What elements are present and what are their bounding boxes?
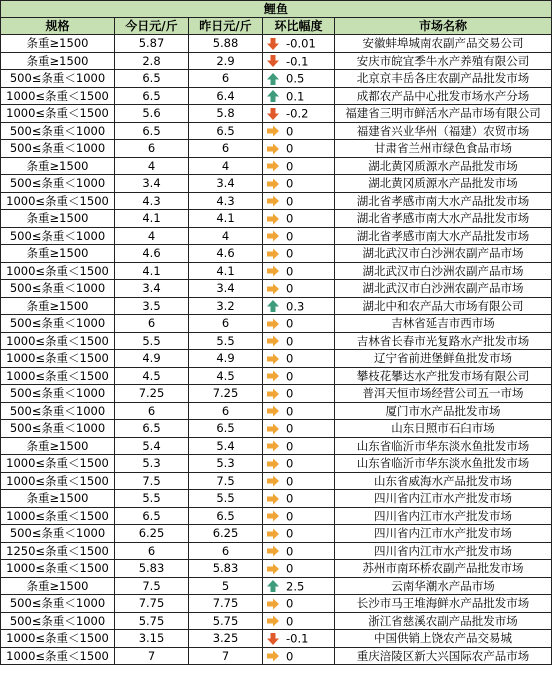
today-price-cell: 3.5 <box>115 297 189 315</box>
change-value: 0 <box>286 124 294 138</box>
table-row <box>1 157 552 175</box>
change-value: 0 <box>286 474 294 488</box>
market-name-cell: 湖北省孝感市南大水产品批发市场 <box>335 192 552 210</box>
arrow-right-icon <box>266 474 280 488</box>
change-cell <box>263 612 335 630</box>
arrow-right-icon <box>266 229 280 243</box>
today-price-cell: 6 <box>115 315 189 333</box>
yesterday-price-cell: 4.9 <box>189 350 263 368</box>
yesterday-price-cell: 6 <box>189 315 263 333</box>
spec-cell: 条重≥1500 <box>1 157 115 175</box>
arrow-right-icon <box>266 264 280 278</box>
change-value: 0 <box>286 421 294 436</box>
spec-cell: 500≤条重＜1000 <box>1 420 115 438</box>
change-cell <box>263 577 335 595</box>
table-row <box>1 437 552 455</box>
today-price-cell: 6.5 <box>115 70 189 88</box>
table-row <box>1 122 552 140</box>
table-row <box>1 35 552 53</box>
today-price-cell: 3.4 <box>115 175 189 193</box>
arrow-right-icon <box>266 387 280 401</box>
yesterday-price-cell: 6.5 <box>189 122 263 140</box>
market-name-cell: 湖北黄冈质源水产品批发市场 <box>335 157 552 175</box>
market-name-cell: 吉林省延吉市西市场 <box>335 315 552 333</box>
change-cell <box>263 280 335 298</box>
today-price-cell: 4.6 <box>115 245 189 263</box>
spec-cell: 1250≤条重＜1500 <box>1 542 115 560</box>
market-name-cell: 浙江省慈溪农副产品批发市场 <box>335 612 552 630</box>
change-value: 0 <box>286 281 294 296</box>
today-price-cell: 6 <box>115 140 189 158</box>
change-value: 0 <box>286 649 294 663</box>
yesterday-price-cell: 4.3 <box>189 192 263 210</box>
spec-cell: 1000≤条重＜1500 <box>1 507 115 525</box>
change-value: 0 <box>286 246 294 261</box>
today-price-cell: 3.4 <box>115 280 189 298</box>
change-cell <box>263 402 335 420</box>
market-name-cell: 福建省兴业华州（福建）农贸市场 <box>335 122 552 140</box>
market-name-cell: 四川省内江市水产批发市场 <box>335 525 552 543</box>
spec-cell: 500≤条重＜1000 <box>1 525 115 543</box>
today-price-cell: 7.75 <box>115 595 189 613</box>
market-name-cell: 北京京丰岳各庄农副产品批发市场 <box>335 70 552 88</box>
arrow-right-icon <box>266 317 280 331</box>
today-price-cell: 4.9 <box>115 350 189 368</box>
spec-cell: 条重≥1500 <box>1 245 115 263</box>
change-value: 0 <box>286 561 294 576</box>
arrow-right-icon <box>266 352 280 366</box>
yesterday-price-cell: 3.4 <box>189 280 263 298</box>
market-name-cell: 中国供销上饶农产品交易城 <box>335 630 552 648</box>
yesterday-price-cell: 5.8 <box>189 105 263 123</box>
change-cell <box>263 140 335 158</box>
header-today-price: 今日元/斤 <box>115 18 189 35</box>
market-name-cell: 成都农产品中心批发市场水产分场 <box>335 87 552 105</box>
market-name-cell: 安徽蚌埠城南农副产品交易公司 <box>335 35 552 53</box>
header-row <box>1 18 552 35</box>
yesterday-price-cell: 5.5 <box>189 332 263 350</box>
spec-cell: 1000≤条重＜1500 <box>1 350 115 368</box>
spec-cell: 500≤条重＜1000 <box>1 122 115 140</box>
arrow-down-icon <box>266 37 280 51</box>
yesterday-price-cell: 7.25 <box>189 385 263 403</box>
today-price-cell: 3.15 <box>115 630 189 648</box>
spec-cell: 1000≤条重＜1500 <box>1 630 115 648</box>
market-name-cell: 湖北中和农产品大市场有限公司 <box>335 297 552 315</box>
spec-cell: 500≤条重＜1000 <box>1 227 115 245</box>
arrow-right-icon <box>266 369 280 383</box>
change-value: 0 <box>286 614 294 628</box>
yesterday-price-cell: 3.25 <box>189 630 263 648</box>
today-price-cell: 4.5 <box>115 367 189 385</box>
today-price-cell: 6 <box>115 542 189 560</box>
spec-cell: 500≤条重＜1000 <box>1 70 115 88</box>
today-price-cell: 4 <box>115 157 189 175</box>
table-row <box>1 332 552 350</box>
change-cell <box>263 420 335 438</box>
today-price-cell: 6.5 <box>115 420 189 438</box>
spec-cell: 条重≥1500 <box>1 35 115 53</box>
spec-cell: 1000≤条重＜1500 <box>1 105 115 123</box>
spec-cell: 1000≤条重＜1500 <box>1 192 115 210</box>
change-value: 0 <box>286 456 294 471</box>
spec-cell: 1000≤条重＜1500 <box>1 472 115 490</box>
spec-cell: 1000≤条重＜1500 <box>1 332 115 350</box>
market-name-cell: 苏州市南环桥农副产品批发市场 <box>335 560 552 578</box>
table-row <box>1 367 552 385</box>
table-row <box>1 140 552 158</box>
arrow-right-icon <box>266 562 280 576</box>
today-price-cell: 7.5 <box>115 472 189 490</box>
market-name-cell: 山东省临沂市华东淡水鱼批发市场 <box>335 455 552 473</box>
change-value: 0.5 <box>286 71 305 86</box>
arrow-right-icon <box>266 194 280 208</box>
arrow-right-icon <box>266 404 280 418</box>
yesterday-price-cell: 6 <box>189 70 263 88</box>
change-cell <box>263 542 335 560</box>
market-name-cell: 湖北武汉市白沙洲农副产品市场 <box>335 245 552 263</box>
market-name-cell: 湖北黄冈质源水产品批发市场 <box>335 175 552 193</box>
change-value: 0 <box>286 176 294 191</box>
arrow-right-icon <box>266 247 280 261</box>
spec-cell: 500≤条重＜1000 <box>1 315 115 333</box>
yesterday-price-cell: 4 <box>189 227 263 245</box>
table-row <box>1 542 552 560</box>
change-value: -0.2 <box>286 106 309 121</box>
yesterday-price-cell: 4 <box>189 157 263 175</box>
table-row <box>1 280 552 298</box>
yesterday-price-cell: 5.5 <box>189 490 263 508</box>
spec-cell: 500≤条重＜1000 <box>1 402 115 420</box>
header-change: 环比幅度 <box>263 18 335 35</box>
arrow-right-icon <box>266 457 280 471</box>
table-title: 鲤鱼 <box>1 1 552 18</box>
yesterday-price-cell: 2.9 <box>189 52 263 70</box>
spec-cell: 1000≤条重＜1500 <box>1 455 115 473</box>
table-row <box>1 175 552 193</box>
table-row <box>1 52 552 70</box>
today-price-cell: 6.5 <box>115 87 189 105</box>
change-cell <box>263 472 335 490</box>
market-name-cell: 四川省内江市水产批发市场 <box>335 490 552 508</box>
today-price-cell: 6.25 <box>115 525 189 543</box>
market-name-cell: 厦门市水产品批发市场 <box>335 402 552 420</box>
today-price-cell: 6 <box>115 402 189 420</box>
arrow-right-icon <box>266 492 280 506</box>
arrow-right-icon <box>266 334 280 348</box>
table-row <box>1 560 552 578</box>
change-value: 0 <box>286 194 294 208</box>
arrow-right-icon <box>266 177 280 191</box>
yesterday-price-cell: 6 <box>189 542 263 560</box>
arrow-down-icon <box>266 54 280 68</box>
table-row <box>1 385 552 403</box>
spec-cell: 1000≤条重＜1500 <box>1 87 115 105</box>
arrow-right-icon <box>266 159 280 173</box>
table-row <box>1 420 552 438</box>
change-cell <box>263 367 335 385</box>
arrow-down-icon <box>266 107 280 121</box>
change-value: 0 <box>286 509 294 523</box>
arrow-right-icon <box>266 422 280 436</box>
yesterday-price-cell: 3.2 <box>189 297 263 315</box>
spec-cell: 1000≤条重＜1500 <box>1 262 115 280</box>
change-value: 0 <box>286 596 294 611</box>
yesterday-price-cell: 6.25 <box>189 525 263 543</box>
change-cell <box>263 507 335 525</box>
change-cell <box>263 227 335 245</box>
spec-cell: 500≤条重＜1000 <box>1 595 115 613</box>
today-price-cell: 7 <box>115 647 189 665</box>
yesterday-price-cell: 5.4 <box>189 437 263 455</box>
change-value: 0 <box>286 351 294 366</box>
table-row <box>1 70 552 88</box>
change-cell <box>263 332 335 350</box>
yesterday-price-cell: 5.3 <box>189 455 263 473</box>
table-row <box>1 210 552 228</box>
spec-cell: 条重≥1500 <box>1 297 115 315</box>
change-value: 0 <box>286 334 294 348</box>
table-row <box>1 647 552 665</box>
change-cell <box>263 595 335 613</box>
table-row <box>1 402 552 420</box>
header-yesterday-price: 昨日元/斤 <box>189 18 263 35</box>
market-name-cell: 山东日照市石臼市场 <box>335 420 552 438</box>
market-name-cell: 安庆市皖宜季牛水产养殖有限公司 <box>335 52 552 70</box>
yesterday-price-cell: 4.5 <box>189 367 263 385</box>
change-cell <box>263 105 335 123</box>
market-name-cell: 辽宁省前进堡鲜鱼批发市场 <box>335 350 552 368</box>
spec-cell: 条重≥1500 <box>1 52 115 70</box>
today-price-cell: 5.5 <box>115 332 189 350</box>
change-value: 0 <box>286 491 294 506</box>
yesterday-price-cell: 7.75 <box>189 595 263 613</box>
arrow-right-icon <box>266 124 280 138</box>
yesterday-price-cell: 7.5 <box>189 472 263 490</box>
market-name-cell: 重庆涪陵区新大兴国际农产品市场 <box>335 647 552 665</box>
spec-cell: 500≤条重＜1000 <box>1 280 115 298</box>
market-name-cell: 山东省威海水产品批发市场 <box>335 472 552 490</box>
change-value: 0 <box>286 369 294 383</box>
today-price-cell: 5.75 <box>115 612 189 630</box>
spec-cell: 条重≥1500 <box>1 210 115 228</box>
market-name-cell: 福建省三明市鲜活水产品市场有限公司 <box>335 105 552 123</box>
change-cell <box>263 560 335 578</box>
change-cell <box>263 175 335 193</box>
market-name-cell: 湖北省孝感市南大水产品批发市场 <box>335 210 552 228</box>
change-cell <box>263 437 335 455</box>
change-cell <box>263 87 335 105</box>
table-row <box>1 577 552 595</box>
market-name-cell: 攀枝花攀达水产批发市场有限公司 <box>335 367 552 385</box>
yesterday-price-cell: 6.4 <box>189 87 263 105</box>
table-row <box>1 350 552 368</box>
spec-cell: 500≤条重＜1000 <box>1 175 115 193</box>
arrow-up-icon <box>266 299 280 313</box>
arrow-right-icon <box>266 649 280 663</box>
header-market: 市场名称 <box>335 18 552 35</box>
today-price-cell: 4.3 <box>115 192 189 210</box>
change-value: -0.01 <box>286 36 316 51</box>
yesterday-price-cell: 7 <box>189 647 263 665</box>
change-cell <box>263 350 335 368</box>
yesterday-price-cell: 6 <box>189 140 263 158</box>
market-name-cell: 湖北省孝感市南大水产品批发市场 <box>335 227 552 245</box>
table-row <box>1 595 552 613</box>
spec-cell: 1000≤条重＜1500 <box>1 367 115 385</box>
arrow-right-icon <box>266 544 280 558</box>
table-row <box>1 630 552 648</box>
spec-cell: 条重≥1500 <box>1 577 115 595</box>
yesterday-price-cell: 6.5 <box>189 420 263 438</box>
spec-cell: 1000≤条重＜1500 <box>1 647 115 665</box>
arrow-right-icon <box>266 614 280 628</box>
change-value: 0 <box>286 159 294 173</box>
spec-cell: 500≤条重＜1000 <box>1 140 115 158</box>
table-row <box>1 455 552 473</box>
today-price-cell: 5.4 <box>115 437 189 455</box>
arrow-right-icon <box>266 142 280 156</box>
change-value: 0 <box>286 544 294 558</box>
table-row <box>1 297 552 315</box>
arrow-right-icon <box>266 282 280 296</box>
change-value: 0.3 <box>286 299 305 313</box>
today-price-cell: 5.87 <box>115 35 189 53</box>
yesterday-price-cell: 5.88 <box>189 35 263 53</box>
arrow-right-icon <box>266 212 280 226</box>
yesterday-price-cell: 4.1 <box>189 210 263 228</box>
table-row <box>1 105 552 123</box>
market-name-cell: 四川省内江市水产批发市场 <box>335 542 552 560</box>
change-value: 0 <box>286 264 294 278</box>
market-name-cell: 湖北武汉市白沙洲农副产品市场 <box>335 280 552 298</box>
today-price-cell: 7.5 <box>115 577 189 595</box>
market-name-cell: 山东省临沂市华东淡水鱼批发市场 <box>335 437 552 455</box>
table-row <box>1 507 552 525</box>
yesterday-price-cell: 6.5 <box>189 507 263 525</box>
table-row <box>1 612 552 630</box>
today-price-cell: 5.5 <box>115 490 189 508</box>
arrow-right-icon <box>266 597 280 611</box>
spec-cell: 500≤条重＜1000 <box>1 612 115 630</box>
table-row <box>1 192 552 210</box>
change-value: -0.1 <box>286 631 309 646</box>
market-name-cell: 甘肃省兰州市绿色食品市场 <box>335 140 552 158</box>
change-value: 0.1 <box>286 89 305 103</box>
arrow-right-icon <box>266 509 280 523</box>
today-price-cell: 6.5 <box>115 122 189 140</box>
table-row <box>1 525 552 543</box>
yesterday-price-cell: 4.6 <box>189 245 263 263</box>
today-price-cell: 4.1 <box>115 210 189 228</box>
change-cell <box>263 210 335 228</box>
spec-cell: 1000≤条重＜1500 <box>1 560 115 578</box>
change-cell <box>263 192 335 210</box>
market-name-cell: 吉林省长春市光复路水产批发市场 <box>335 332 552 350</box>
change-cell <box>263 385 335 403</box>
yesterday-price-cell: 3.4 <box>189 175 263 193</box>
arrow-right-icon <box>266 439 280 453</box>
change-cell <box>263 157 335 175</box>
spec-cell: 条重≥1500 <box>1 490 115 508</box>
market-name-cell: 长沙市马王堆海鲜水产品批发市场 <box>335 595 552 613</box>
today-price-cell: 5.3 <box>115 455 189 473</box>
change-cell <box>263 52 335 70</box>
change-cell <box>263 35 335 53</box>
change-value: 0 <box>286 211 294 226</box>
change-cell <box>263 490 335 508</box>
table-row <box>1 262 552 280</box>
arrow-up-icon <box>266 579 280 593</box>
header-spec: 规格 <box>1 18 115 35</box>
table-row <box>1 472 552 490</box>
market-name-cell: 云南华潮水产品市场 <box>335 577 552 595</box>
table-row <box>1 245 552 263</box>
yesterday-price-cell: 4.1 <box>189 262 263 280</box>
change-cell <box>263 262 335 280</box>
arrow-up-icon <box>266 72 280 86</box>
table-row <box>1 315 552 333</box>
change-cell <box>263 455 335 473</box>
today-price-cell: 5.83 <box>115 560 189 578</box>
change-cell <box>263 630 335 648</box>
table-row <box>1 490 552 508</box>
table-row <box>1 87 552 105</box>
spec-cell: 500≤条重＜1000 <box>1 385 115 403</box>
today-price-cell: 4.1 <box>115 262 189 280</box>
change-cell <box>263 245 335 263</box>
yesterday-price-cell: 5.83 <box>189 560 263 578</box>
market-name-cell: 四川省内江市水产批发市场 <box>335 507 552 525</box>
change-value: 0 <box>286 526 294 541</box>
change-value: 0 <box>286 404 294 418</box>
change-value: 0 <box>286 386 294 401</box>
today-price-cell: 2.8 <box>115 52 189 70</box>
change-cell <box>263 122 335 140</box>
today-price-cell: 7.25 <box>115 385 189 403</box>
arrow-up-icon <box>266 89 280 103</box>
change-cell <box>263 647 335 665</box>
table-title-row <box>1 1 552 18</box>
today-price-cell: 5.6 <box>115 105 189 123</box>
yesterday-price-cell: 5 <box>189 577 263 595</box>
market-name-cell: 湖北武汉市白沙洲农副产品市场 <box>335 262 552 280</box>
table-row <box>1 227 552 245</box>
change-value: 0 <box>286 439 294 453</box>
change-value: 2.5 <box>286 579 305 593</box>
change-value: 0 <box>286 141 294 156</box>
today-price-cell: 4 <box>115 227 189 245</box>
arrow-right-icon <box>266 527 280 541</box>
change-value: 0 <box>286 229 294 243</box>
change-cell <box>263 70 335 88</box>
change-cell <box>263 297 335 315</box>
market-name-cell: 普洱天恒市场经营公司五一市场 <box>335 385 552 403</box>
change-cell <box>263 315 335 333</box>
today-price-cell: 6.5 <box>115 507 189 525</box>
change-value: -0.1 <box>286 54 309 68</box>
change-cell <box>263 525 335 543</box>
yesterday-price-cell: 6 <box>189 402 263 420</box>
spec-cell: 条重≥1500 <box>1 437 115 455</box>
change-value: 0 <box>286 316 294 331</box>
yesterday-price-cell: 5.75 <box>189 612 263 630</box>
arrow-down-icon <box>266 632 280 646</box>
